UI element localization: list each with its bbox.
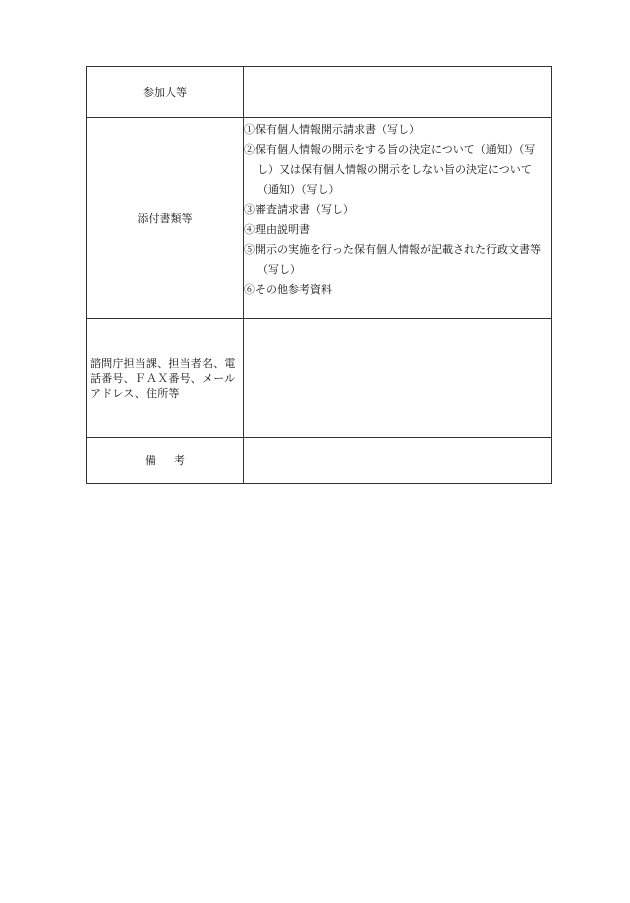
table-row-remarks bbox=[87, 438, 552, 484]
attachment-item-5: ⑤開示の実施を行った保有個人情報が記載された行政文書等（写し） bbox=[244, 243, 541, 276]
attachment-item-4: ④理由説明書 bbox=[244, 223, 310, 236]
contact-label: 諮問庁担当課、担当者名、電話番号、ＦＡＸ番号、メールアドレス、住所等 bbox=[87, 319, 244, 438]
consultation-form-table bbox=[86, 66, 552, 484]
table-row-attachments bbox=[87, 118, 552, 319]
attachment-item-1: ①保有個人情報開示請求書（写し） bbox=[244, 123, 420, 136]
attachment-item-3: ③審査請求書（写し） bbox=[244, 203, 354, 216]
table-row-participants bbox=[87, 67, 552, 118]
attachment-item-2: ②保有個人情報の開示をする旨の決定について（通知）（写し）又は保有個人情報の開示をしない旨の決定について（通知）（写し） bbox=[244, 143, 536, 196]
contact-value bbox=[244, 319, 552, 438]
remarks-label: 備考 bbox=[87, 438, 244, 484]
table-row-contact bbox=[87, 319, 552, 438]
attachment-item-6: ⑥その他参考資料 bbox=[244, 283, 332, 296]
participants-value bbox=[244, 67, 552, 118]
attachments-value bbox=[244, 118, 552, 319]
attachment-list bbox=[244, 118, 551, 300]
attachments-label: 添付書類等 bbox=[87, 118, 244, 319]
participants-label: 参加人等 bbox=[87, 67, 244, 118]
remarks-value bbox=[244, 438, 552, 484]
